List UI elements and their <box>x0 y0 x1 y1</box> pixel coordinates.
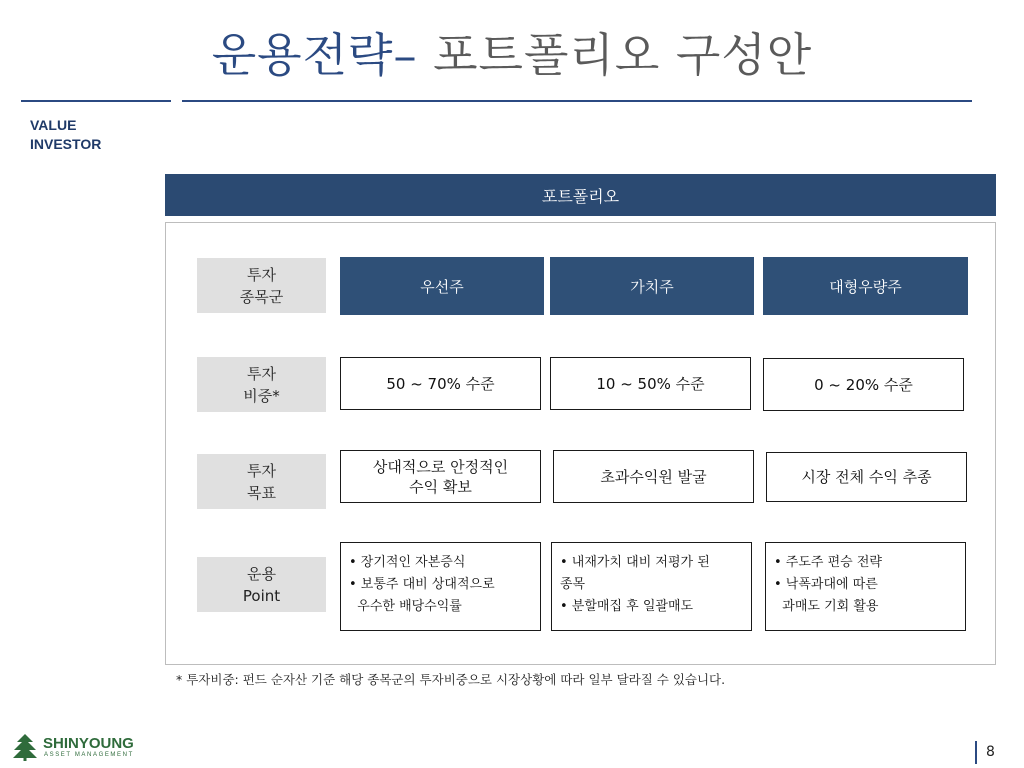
row-label-point-line2: Point <box>242 586 281 605</box>
point-line: • 분할매집 후 일괄매도 <box>560 599 694 614</box>
portfolio-header-label: 포트폴리오 <box>541 186 620 206</box>
company-logo <box>12 733 142 763</box>
brand-tagline <box>30 116 101 154</box>
portfolio-header <box>165 174 996 216</box>
category-label: 우선주 <box>420 277 464 296</box>
page-title-main: 운용전략– <box>211 28 434 82</box>
pine-tree-icon <box>12 733 38 761</box>
goal-box-large-cap <box>766 452 967 502</box>
brand-line-1: VALUE <box>30 117 77 133</box>
brand-line-2: INVESTOR <box>30 136 102 152</box>
point-line: 우수한 배당수익률 <box>349 599 462 614</box>
point-box-preferred <box>340 542 541 631</box>
point-box-large-cap <box>765 542 966 631</box>
point-line: • 낙폭과대에 따른 <box>774 577 878 592</box>
row-label-goal-line2: 목표 <box>247 483 276 502</box>
goal-line-1: 시장 전체 수익 추종 <box>801 468 932 486</box>
row-label-group <box>197 258 326 313</box>
category-value-stock <box>550 257 754 315</box>
row-label-weight-line2: 비중* <box>243 386 280 405</box>
weight-box-value <box>550 357 751 410</box>
row-label-group-line2: 종목군 <box>239 287 284 306</box>
goal-line-2: 수익 확보 <box>409 477 472 496</box>
point-line: • 보통주 대비 상대적으로 <box>349 577 495 592</box>
title-rule-left <box>21 100 171 102</box>
weight-value: 10 ~ 50% 수준 <box>596 374 705 393</box>
row-label-group-line1: 투자 <box>247 265 276 284</box>
weight-box-preferred <box>340 357 541 410</box>
goal-box-value <box>553 450 754 503</box>
category-label: 대형우량주 <box>829 277 902 296</box>
page-number: 8 <box>986 744 995 760</box>
row-label-weight <box>197 357 326 412</box>
goal-line-1: 상대적으로 안정적인 <box>372 457 509 476</box>
point-line: • 장기적인 자본증식 <box>349 555 466 570</box>
category-preferred-stock <box>340 257 544 315</box>
point-box-value <box>551 542 752 631</box>
footnote: * 투자비중: 펀드 순자산 기준 해당 종목군의 투자비중으로 시장상황에 따라 일부 달라질 수 있습니다. <box>176 672 726 687</box>
category-large-cap <box>763 257 968 315</box>
goal-line-1: 초과수익원 발굴 <box>600 467 707 486</box>
point-line: • 주도주 편승 전략 <box>774 555 882 570</box>
page-title <box>0 20 1024 90</box>
logo-name: SHINYOUNG <box>43 735 134 752</box>
point-line: 과매도 기회 활용 <box>774 599 879 614</box>
weight-box-large-cap <box>763 358 964 411</box>
point-line: 종목 <box>560 577 586 592</box>
row-label-point-line1: 운용 <box>247 564 276 583</box>
title-rule-right <box>182 100 972 102</box>
row-label-point <box>197 557 326 612</box>
category-label: 가치주 <box>630 277 674 296</box>
point-line: • 내재가치 대비 저평가 된 <box>560 555 710 570</box>
page-title-sub: 포트폴리오 구성안 <box>433 28 813 82</box>
logo-subtitle: ASSET MANAGEMENT <box>44 752 134 758</box>
row-label-weight-line1: 투자 <box>247 364 276 383</box>
goal-box-preferred <box>340 450 541 503</box>
row-label-goal <box>197 454 326 509</box>
weight-value: 50 ~ 70% 수준 <box>386 374 495 393</box>
weight-value: 0 ~ 20% 수준 <box>814 375 913 394</box>
row-label-goal-line1: 투자 <box>247 461 276 480</box>
page-number-bar <box>975 741 977 764</box>
